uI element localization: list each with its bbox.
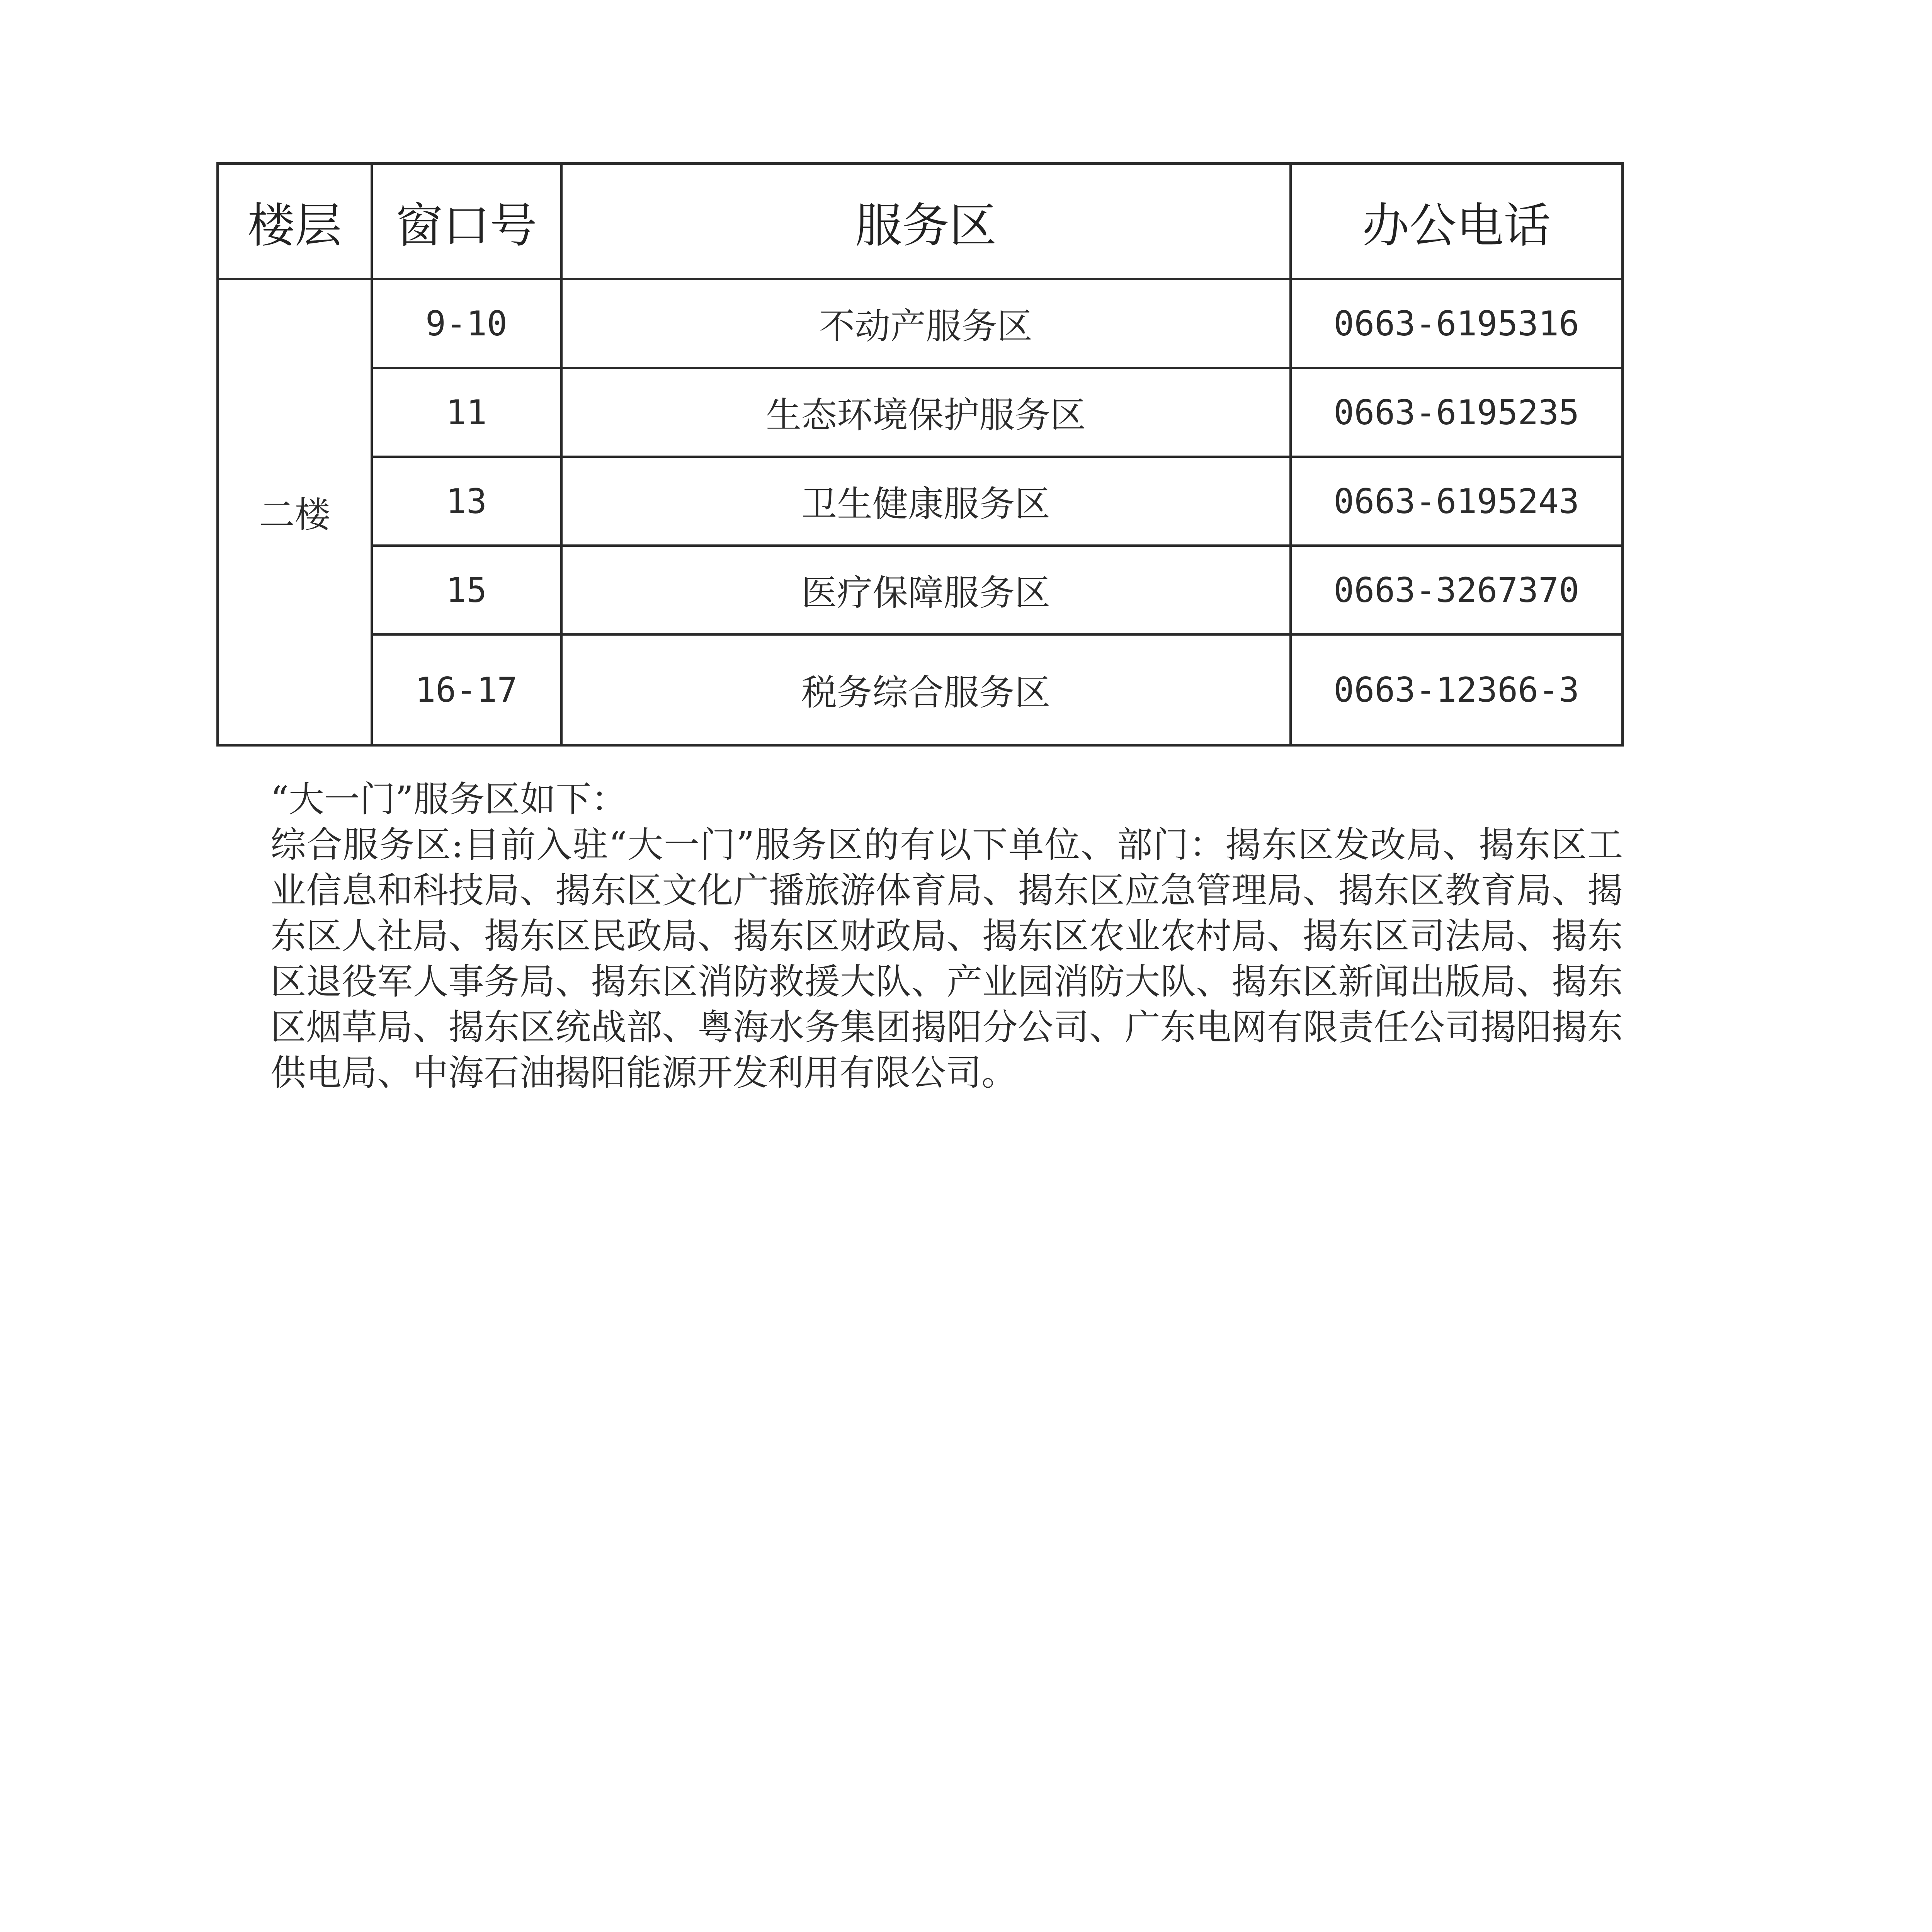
office-phone-cell: 0663-6195316 [1291,279,1623,368]
window-number-cell: 16-17 [372,634,561,745]
office-phone-cell: 0663-6195243 [1291,457,1623,546]
header-service-area: 服务区 [561,164,1291,279]
table-row [218,368,1623,457]
floor-cell: 二楼 [218,279,372,745]
service-window-table [216,162,1624,747]
window-number-cell: 15 [372,546,561,634]
window-number-cell: 13 [372,457,561,546]
service-area-cell: 医疗保障服务区 [561,546,1291,634]
service-area-cell: 卫生健康服务区 [561,457,1291,546]
table-row [218,279,1623,368]
table-row [218,634,1623,745]
service-area-cell: 不动产服务区 [561,279,1291,368]
table-row [218,546,1623,634]
table-row [218,457,1623,546]
header-window-number: 窗口号 [372,164,561,279]
window-number-cell: 11 [372,368,561,457]
service-area-cell: 生态环境保护服务区 [561,368,1291,457]
header-floor: 楼层 [218,164,372,279]
header-office-phone: 办公电话 [1291,164,1623,279]
table-header-row [218,164,1623,279]
service-area-cell: 税务综合服务区 [561,634,1291,745]
notes-body: 综合服务区:目前入驻“大一门”服务区的有以下单位、部门：揭东区发改局、揭东区工业信息和科技局、揭东区文化广播旅游体育局、揭东区应急管理局、揭东区教育局、揭东区人社局、揭东区民政局、揭东区财政局、揭东区农业农村局、揭东区司法局、揭东区退役军人事务局、揭东区消防救援大队、产业园消防大队、揭东区新闻出版局、揭东区烟草局、揭东区统战部、粤海水务集团揭阳分公司、广东电网有限责任公司揭阳揭东供电局、中海石油揭阳能源开发利用有限公司。 [270,824,1623,1094]
office-phone-cell: 0663-6195235 [1291,368,1623,457]
window-number-cell: 9-10 [372,279,561,368]
office-phone-cell: 0663-3267370 [1291,546,1623,634]
office-phone-cell: 0663-12366-3 [1291,634,1623,745]
notes-heading: “大一门”服务区如下： [270,779,627,820]
service-notes [270,777,1623,1096]
